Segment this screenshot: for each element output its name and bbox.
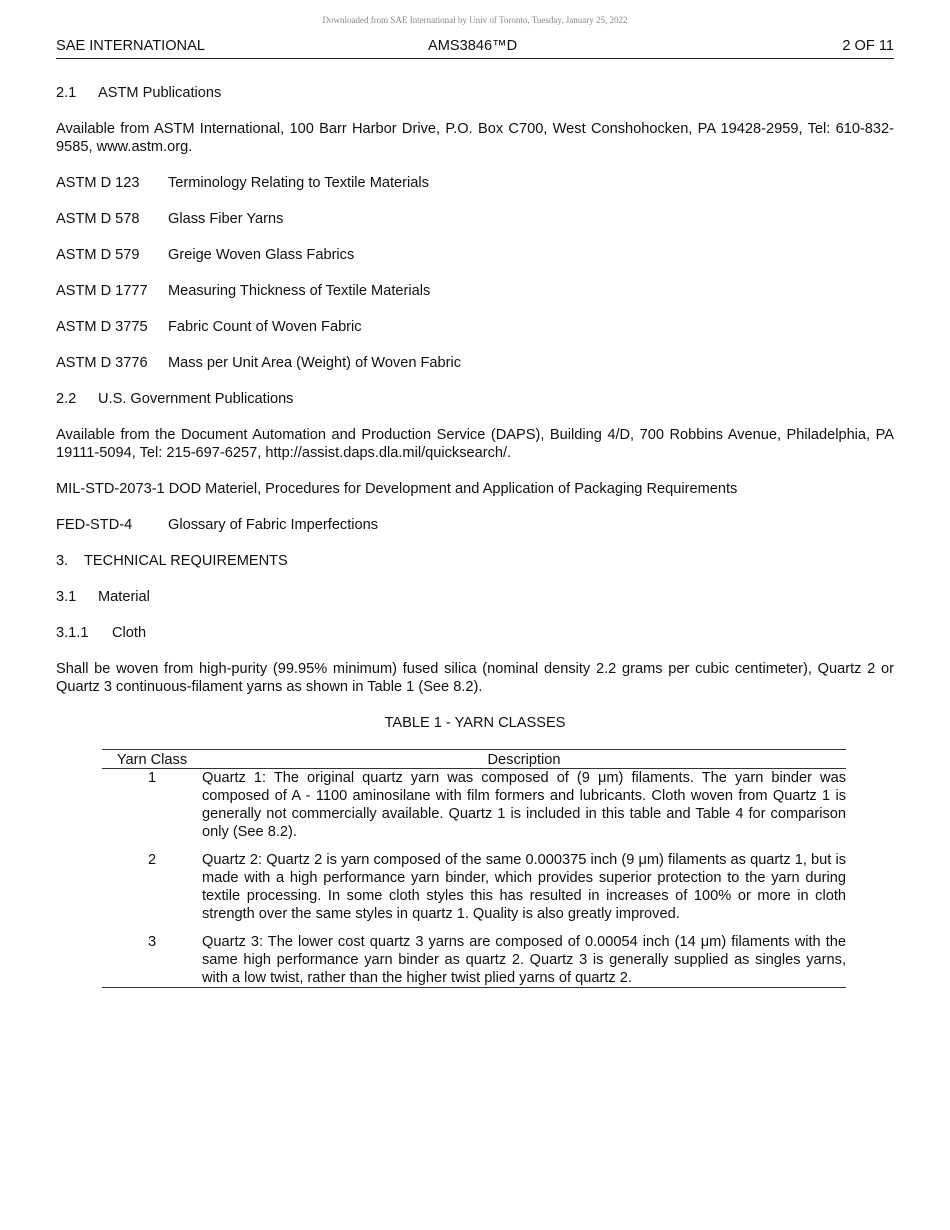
download-watermark: Downloaded from SAE International by Univ of Toronto, Tuesday, January 25, 2022 [322, 15, 628, 25]
section-number: 3. [56, 553, 69, 569]
yarn-class-cell: 1 [147, 770, 157, 786]
section-3-1-heading [56, 588, 894, 606]
description-cell: Quartz 3: The lower cost quartz 3 yarns are composed of 0.00054 inch (14 μm) filaments with the same high performance yarn binder as quartz 2. Quartz 3 is generally supplied as singles yarns, with a low twist, rather than the higher twist plied yarns of quartz 2. [202, 934, 846, 986]
description-cell: Quartz 2: Quartz 2 is yarn composed of the same 0.000375 inch (9 μm) filaments as quartz 1, but is made with a high performance yarn binder, which provides superior protection to the yarn during textile processing. In some cloth styles this has resulted in increases of 100% or more in cloth strength over the same styles in quartz 1. Quality is also greatly improved. [202, 852, 846, 922]
reference-code: ASTM D 1777 [56, 283, 148, 299]
table-header-row [102, 750, 846, 769]
table-title: TABLE 1 - YARN CLASSES [384, 715, 566, 731]
description-cell: Quartz 1: The original quartz yarn was composed of (9 μm) filaments. The yarn binder was composed of A - 1100 aminosilane with film formers and lubricants. Cloth woven from Quartz 1 is generally not commercially available. Quartz 1 is included in this table and Table 4 for comparison only (See 8.2). [202, 770, 846, 840]
section-title: ASTM Publications [98, 85, 222, 101]
reference-title: DOD Materiel, Procedures for Development and Application of Packaging Requirements [168, 481, 738, 497]
header-publisher: SAE INTERNATIONAL [56, 38, 205, 54]
table-row [102, 769, 846, 852]
section-title: TECHNICAL REQUIREMENTS [84, 553, 288, 569]
reference-title: Glass Fiber Yarns [168, 211, 284, 227]
reference-item [56, 516, 894, 534]
section-2-2-heading [56, 390, 894, 408]
yarn-class-cell: 2 [147, 852, 157, 868]
section-title: Material [98, 589, 150, 605]
column-header-yarn-class: Yarn Class [102, 750, 202, 769]
reference-title: Terminology Relating to Textile Materials [168, 175, 429, 191]
reference-item [56, 246, 894, 264]
cloth-requirement-text: Shall be woven from high-purity (99.95% minimum) fused silica (nominal density 2.2 grams per cubic centimeter), Quartz 2 or Quartz 3 continuous-filament yarns as shown in Table 1 (See 8.2). [56, 661, 894, 695]
page-header [56, 38, 894, 59]
reference-title: Measuring Thickness of Textile Materials [168, 283, 431, 299]
reference-item [56, 354, 894, 372]
section-3-heading [56, 552, 894, 570]
reference-code: ASTM D 123 [56, 175, 140, 191]
table-row [102, 851, 846, 933]
section-title: Cloth [112, 625, 147, 641]
reference-title: Glossary of Fabric Imperfections [168, 517, 379, 533]
reference-code: MIL-STD-2073-1 [56, 481, 165, 497]
table-row [102, 933, 846, 988]
reference-item [56, 480, 894, 498]
section-title: U.S. Government Publications [98, 391, 294, 407]
reference-title: Mass per Unit Area (Weight) of Woven Fabric [168, 355, 462, 371]
section-number: 3.1.1 [56, 625, 89, 641]
reference-code: ASTM D 3776 [56, 355, 148, 371]
section-3-1-1-heading [56, 624, 894, 642]
column-header-description: Description [202, 750, 846, 769]
yarn-class-cell: 3 [147, 934, 157, 950]
reference-code: FED-STD-4 [56, 517, 133, 533]
section-number: 3.1 [56, 589, 77, 605]
reference-item [56, 174, 894, 192]
reference-code: ASTM D 579 [56, 247, 140, 263]
astm-availability: Available from ASTM International, 100 Barr Harbor Drive, P.O. Box C700, West Conshohocken, PA 19428-2959, Tel: 610-832-9585, www.astm.org. [56, 121, 894, 155]
reference-item [56, 282, 894, 300]
reference-code: ASTM D 578 [56, 211, 140, 227]
reference-title: Greige Woven Glass Fabrics [168, 247, 355, 263]
yarn-classes-table [102, 749, 846, 988]
reference-title: Fabric Count of Woven Fabric [168, 319, 362, 335]
daps-availability: Available from the Document Automation and Production Service (DAPS), Building 4/D, 700 Robbins Avenue, Philadelphia, PA 19111-5094, Tel: 215-697-6257, http://assist.daps.dla.mil/quicksearch/. [56, 427, 894, 461]
reference-item [56, 318, 894, 336]
document-body [56, 84, 894, 988]
section-number: 2.2 [56, 391, 77, 407]
section-2-1-heading [56, 84, 894, 102]
reference-code: ASTM D 3775 [56, 319, 148, 335]
header-page-number: 2 OF 11 [842, 38, 894, 54]
reference-item [56, 210, 894, 228]
header-doc-number: AMS3846™D [428, 38, 518, 54]
section-number: 2.1 [56, 85, 77, 101]
